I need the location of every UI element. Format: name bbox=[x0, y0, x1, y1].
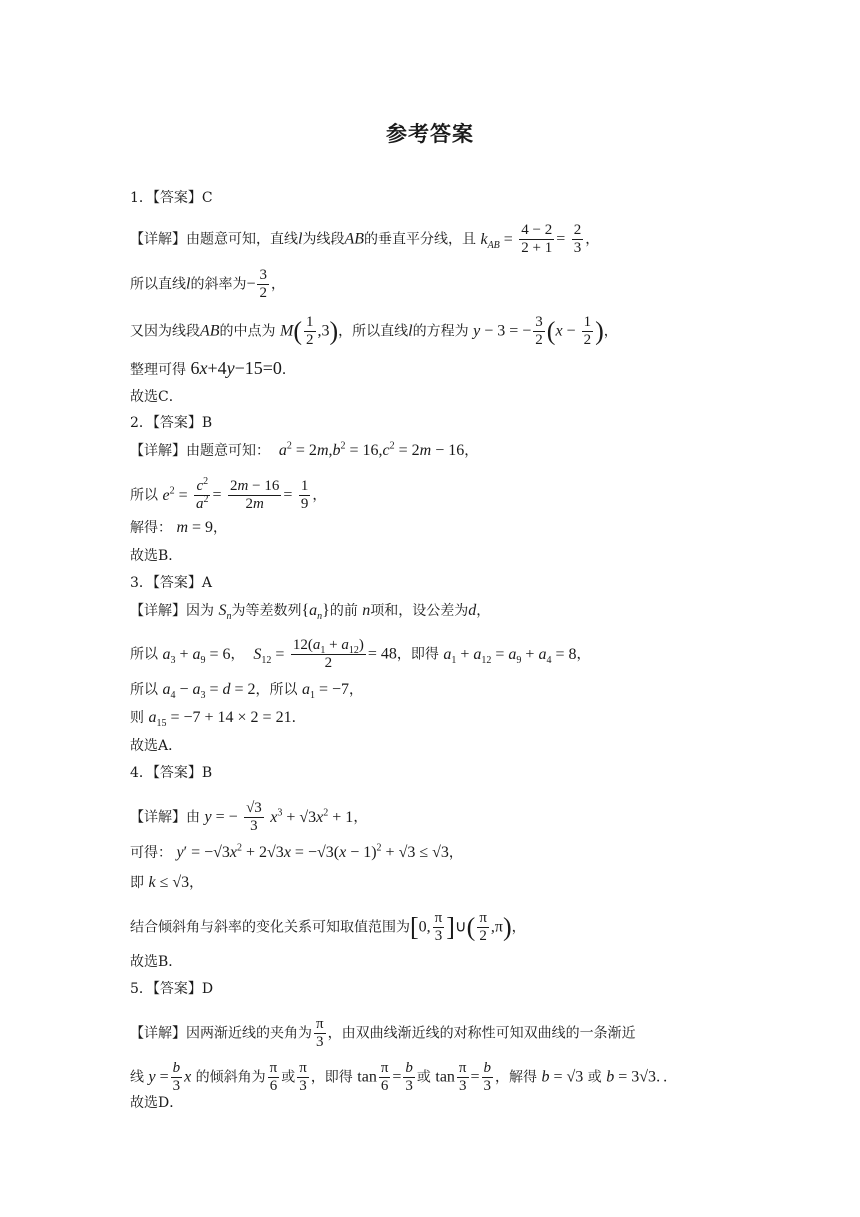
answer-3-line-1: 【详解】因为 $S_n$为等差数列$\{a_n\}$的前 n项和，设公差为d， bbox=[130, 602, 491, 623]
answer-3-head: 3．【答案】A bbox=[130, 575, 213, 591]
answer-2-line-2: 所以 $e^2$ = $\frac{c^2}{a^2}$ = $\frac{2m - 16}{2m}$ = $\frac{1}{9}$ ， bbox=[130, 476, 327, 512]
answer-4-line-2: 可得： $y' = -√3x^2 + 2√3x = -√3(x - 1)^2 + √3 \le √3$， bbox=[130, 842, 463, 861]
answer-5-head: 5．【答案】D bbox=[130, 981, 214, 997]
answer-3-line-3: 所以 $a_4 - a_3 = d = 2$，所以 $a_1 = -7$， bbox=[130, 681, 364, 702]
answer-2-line-4: 故选B． bbox=[130, 548, 183, 564]
answer-5-line-3: 故选D． bbox=[130, 1095, 184, 1111]
answer-1-line-3: 又因为线段AB的中点为 M( $\frac{1}{2}$ ,3)，所以直线l的方程为 y − 3 = − $\frac{3}{2}$ (x − $\frac{1}{2}$ )， bbox=[130, 314, 618, 348]
page-title: 参考答案 bbox=[386, 122, 474, 146]
answer-3-line-2: 所以 $a_3 + a_9 = 6$， $S_{12}$ = $\frac{12(a_1 + a_{12})}{2}$ = 48，即得 $a_1 + a_{12} = a_9 + a_4 = 8$， bbox=[130, 637, 591, 671]
answer-1-line-2: 所以直线l的斜率为− $\frac{3}{2}$ ， bbox=[130, 267, 285, 301]
answer-1-head: 1．【答案】C bbox=[130, 190, 213, 206]
answer-1-line-4: 整理可得 6x+4y−15=0． bbox=[130, 358, 296, 378]
answer-1-line-1: 【详解】由题意可知，直线l为线段AB的垂直平分线，且 $k_{AB}$ = $\frac{4 - 2}{2 + 1}$ = $\frac{2}{3}$ ， bbox=[130, 222, 600, 256]
answer-4-line-3: 即 k ≤ √3， bbox=[130, 874, 204, 891]
answer-5-line-2: 线 y = $\frac{b}{3}$ x 的倾斜角为 $\frac{\pi}{6}$ 或 $\frac{\pi}{3}$ ，即得 tan $\frac{\pi}{6}$ = $\frac{b}{3}$ 或 tan $\frac{\pi}{3}$ = $\frac{b}{3}$ ，解得 b = √3 或 b = 3√3．． bbox=[130, 1060, 678, 1094]
answer-1-line-5: 故选C． bbox=[130, 389, 183, 405]
answer-4-line-5: 故选B． bbox=[130, 954, 183, 970]
answer-4-line-4: 结合倾斜角与斜率的变化关系可知取值范围为[0, $\frac{\pi}{3}$ ]∪( $\frac{\pi}{2}$ ,π)， bbox=[130, 910, 526, 944]
answer-2-line-1: 【详解】由题意可知： $a^2 = 2m,b^2 = 16,c^2 = 2m - 16$， bbox=[130, 440, 479, 459]
answer-4-line-1: 【详解】由 y = − $\frac{√3}{3}$ $x^3 + √3x^2 + 1$， bbox=[130, 800, 368, 834]
answer-3-line-5: 故选A． bbox=[130, 738, 183, 754]
answer-3-line-4: 则 $a_{15} = -7 + 14 \times 2 = 21$． bbox=[130, 709, 306, 730]
answer-4-head: 4．【答案】B bbox=[130, 765, 213, 781]
answer-2-line-3: 解得： m = 9， bbox=[130, 519, 228, 536]
answer-2-head: 2．【答案】B bbox=[130, 415, 213, 431]
answer-5-line-1: 【详解】因两渐近线的夹角为 $\frac{\pi}{3}$ ，由双曲线渐近线的对称性可知双曲线的一条渐近 bbox=[130, 1016, 636, 1050]
